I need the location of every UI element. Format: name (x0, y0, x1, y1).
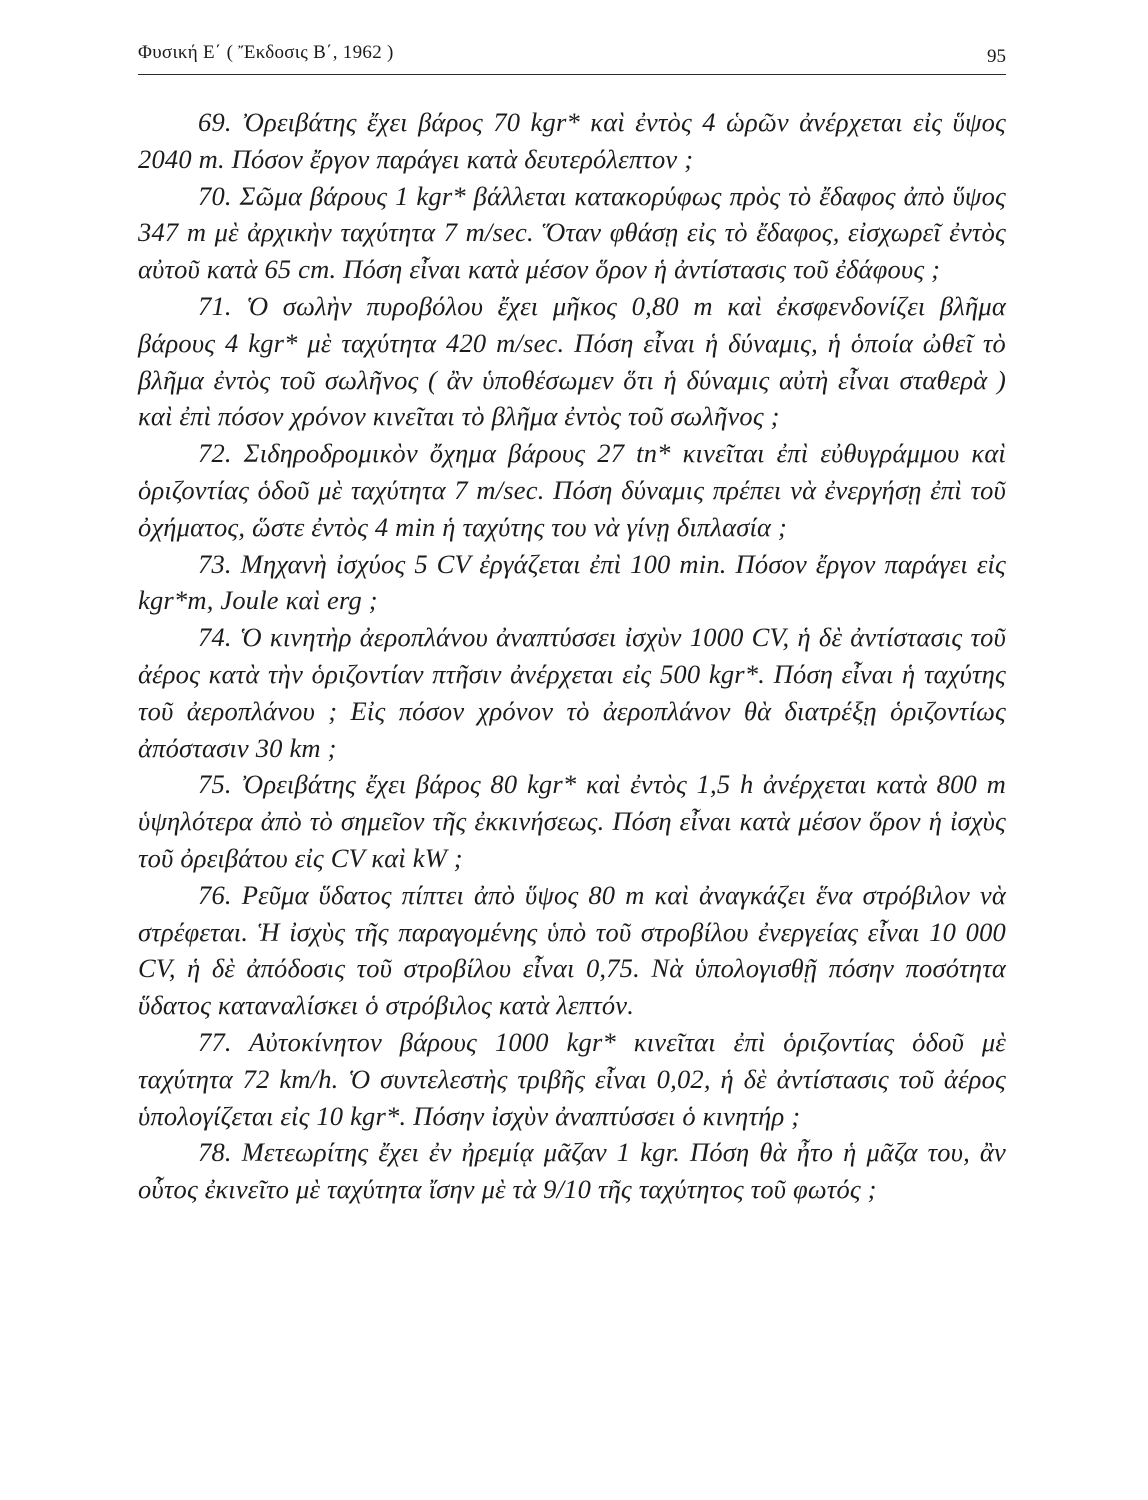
problem-number: 76. (198, 879, 232, 910)
problem-number: 73. (198, 548, 232, 579)
problem-number: 75. (198, 769, 232, 800)
problem-text: Μετεωρίτης ἔχει ἐν ἠρεμίᾳ μᾶζαν 1 kgr. Πόση θὰ ἦτο ἡ μᾶζα του, ἂν οὗτος ἐκινεῖτο μὲ ταχύτητα ἴσην μὲ τὰ 9/10 τῆς ταχύτητος τοῦ φωτός ; (138, 1137, 1007, 1205)
problem-text: Ὁ σωλὴν πυροβόλου ἔχει μῆκος 0,80 m καὶ ἐκσφενδονίζει βλῆμα βάρους 4 kgr* μὲ ταχύτητα 420 m/sec. Πόση εἶναι ἡ δύναμις, ἡ ὁποία ὠθεῖ τὸ βλῆμα ἐντὸς τοῦ σωλῆνος ( ἂν ὑποθέσωμεν ὅτι ἡ δύναμις αὐτὴ εἶναι σταθερὰ ) καὶ ἐπὶ πόσον χρόνον κινεῖται τὸ βλῆμα ἐντὸς τοῦ σωλῆνος ; (138, 290, 1007, 432)
problem-77 (138, 1024, 1006, 1134)
problem-72 (138, 435, 1006, 545)
problem-number: 70. (198, 180, 232, 211)
problem-74 (138, 619, 1006, 766)
problem-text: Ὀρειβάτης ἔχει βάρος 80 kgr* καὶ ἐντὸς 1,5 h ἀνέρχεται κατὰ 800 m ὑψηλότερα ἀπὸ τὸ σημεῖον τῆς ἐκκινήσεως. Πόση εἶναι κατὰ μέσον ὅρον ἡ ἰσχὺς τοῦ ὀρειβάτου εἰς CV καὶ kW ; (138, 769, 1006, 873)
problem-number: 72. (198, 438, 232, 469)
problem-78 (138, 1134, 1006, 1208)
page-header (138, 36, 1006, 75)
problem-text: Μηχανὴ ἰσχύος 5 CV ἐργάζεται ἐπὶ 100 min. Πόσον ἔργον παράγει εἰς kgr*m, Joule καὶ erg ; (138, 548, 1007, 616)
problem-text: Ρεῦμα ὕδατος πίπτει ἀπὸ ὕψος 80 m καὶ ἀναγκάζει ἕνα στρόβιλον νὰ στρέφεται. Ἡ ἰσχὺς τῆς παραγομένης ὑπὸ τοῦ στροβίλου ἐνεργείας εἶναι 10 000 CV, ἡ δὲ ἀπόδοσις τοῦ στροβίλου εἶναι 0,75. Νὰ ὑπολογισθῇ πόσην ποσότητα ὕδατος καταναλίσκει ὁ στρόβιλος κατὰ λεπτόν. (138, 879, 1007, 1021)
problem-number: 71. (198, 290, 232, 321)
problem-text: Αὐτοκίνητον βάρους 1000 kgr* κινεῖται ἐπὶ ὁριζοντίας ὁδοῦ μὲ ταχύτητα 72 km/h. Ὁ συντελεστὴς τριβῆς εἶναι 0,02, ἡ δὲ ἀντίστασις τοῦ ἀέρος ὑπολογίζεται εἰς 10 kgr*. Πόσην ἰσχὺν ἀναπτύσσει ὁ κινητήρ ; (138, 1026, 1006, 1131)
problem-number: 77. (198, 1026, 232, 1057)
problem-number: 69. (198, 107, 232, 137)
problem-71 (138, 288, 1006, 435)
problem-text: Σιδηροδρομικὸν ὄχημα βάρους 27 tn* κινεῖται ἐπὶ εὐθυγράμμου καὶ ὁριζοντίας ὁδοῦ μὲ ταχύτητα 7 m/sec. Πόση δύναμις πρέπει νὰ ἐνεργήσῃ ἐπὶ τοῦ ὀχήματος, ὥστε ἐντὸς 4 min ἡ ταχύτης του νὰ γίνῃ διπλασία ; (138, 438, 1006, 542)
problem-text: Ὀρειβάτης ἔχει βάρος 70 kgr* καὶ ἐντὸς 4 ὡρῶν ἀνέρχεται εἰς ὕψος 2040 m. Πόσον ἔργον παράγει κατὰ δευτερόλεπτον ; (138, 107, 1007, 174)
problem-number: 74. (198, 622, 232, 653)
problem-76 (138, 877, 1006, 1024)
problem-text: Σῶμα βάρους 1 kgr* βάλλεται κατακορύφως πρὸς τὸ ἔδαφος ἀπὸ ὕψος 347 m μὲ ἀρχικὴν ταχύτητα 7 m/sec. Ὅταν φθάσῃ εἰς τὸ ἔδαφος, εἰσχωρεῖ ἐντὸς αὐτοῦ κατὰ 65 cm. Πόση εἶναι κατὰ μέσον ὅρον ἡ ἀντίστασις τοῦ ἐδάφους ; (138, 180, 1006, 285)
problem-text: Ὁ κινητὴρ ἀεροπλάνου ἀναπτύσσει ἰσχὺν 1000 CV, ἡ δὲ ἀντίστασις τοῦ ἀέρος κατὰ τὴν ὁριζοντίαν πτῆσιν ἀνέρχεται εἰς 500 kgr*. Πόση εἶναι ἡ ταχύτης τοῦ ἀεροπλάνου ; Εἰς πόσον χρόνον τὸ ἀεροπλάνον θὰ διατρέξῃ ὁριζοντίως ἀπόστασιν 30 km ; (138, 622, 1006, 763)
problem-70 (138, 178, 1006, 288)
problem-75 (138, 766, 1006, 876)
running-head: Φυσική Ε΄ ( Ἔκδοσις Β΄, 1962 ) (138, 42, 394, 63)
problem-69 (138, 104, 1006, 178)
page-number: 95 (987, 46, 1006, 67)
problem-number: 78. (198, 1137, 232, 1168)
page-body (138, 104, 1006, 1208)
problem-73 (138, 546, 1006, 620)
